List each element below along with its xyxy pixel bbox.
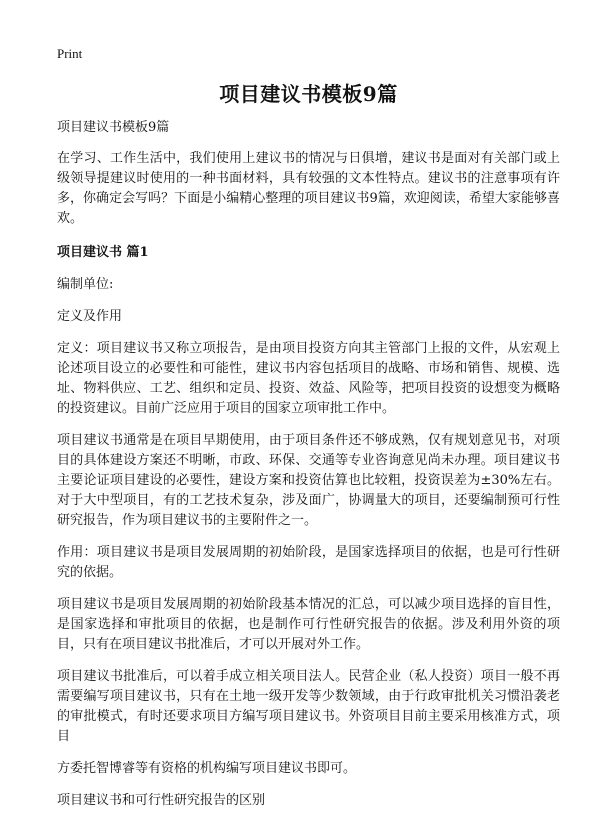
document-subtitle: 项目建议书模板9篇: [57, 120, 170, 135]
intro-paragraph: 在学习、工作生活中，我们使用上建议书的情况与日俱增，建议书是面对有关部门或上级领导提建议时使用的一种书面材料，具有较强的文本性特点。建议书的注意事项有许多，你确定会写吗？下面是小编精心整理的项目建议书9篇，欢迎阅读，希望大家能够喜欢。: [57, 151, 560, 226]
section-heading: 项目建议书 篇1: [57, 245, 149, 260]
agency-paragraph: 方委托智博睿等有资格的机构编写项目建议书即可。: [57, 761, 357, 776]
early-stage-paragraph: 项目建议书通常是在项目早期使用，由于项目条件还不够成熟，仅有规划意见书，对项目的具体建设方案还不明晰，市政、环保、交通等专业咨询意见尚未办理。项目建议书主要论证项目建设的必要性，建设方案和投资估算也比较粗，投资误差为±30%左右。对于大中型项目，有的工艺技术复杂，涉及面广，协调量大的项目，还要编制预可行性研究报告，作为项目建议书的主要附件之一。: [57, 433, 560, 528]
definition-heading: 定义及作用: [57, 309, 123, 324]
page-title: 项目建议书模板9篇: [219, 82, 398, 106]
difference-heading: 项目建议书和可行性研究报告的区别: [57, 793, 266, 808]
print-link[interactable]: Print: [57, 46, 83, 61]
definition-paragraph: 定义：项目建议书又称立项报告，是由项目投资方向其主管部门上报的文件，从宏观上论述项目设立的必要性和可能性，建议书内容包括项目的战略、市场和销售、规模、选址、物料供应、工艺、组织和定员、投资、效益、风险等，把项目投资的设想变为概略的投资建议。目前广泛应用于项目的国家立项审批工作中。: [57, 341, 560, 416]
function-paragraph: 作用：项目建议书是项目发展周期的初始阶段，是国家选择项目的依据，也是可行性研究的依据。: [57, 545, 560, 580]
document-body: [57, 118, 560, 823]
unit-line: 编制单位:: [57, 277, 114, 292]
summary-paragraph: 项目建议书是项目发展周期的初始阶段基本情况的汇总，可以减少项目选择的盲目性，是国家选择和审批项目的依据，也是制作可行性研究报告的依据。涉及利用外资的项目，只有在项目建议书批准后，才可以开展对外工作。: [57, 597, 560, 652]
approval-paragraph: 项目建议书批准后，可以着手成立相关项目法人。民营企业（私人投资）项目一般不再需要编写项目建议书，只有在土地一级开发等少数领域，由于行政审批机关习惯沿袭老的审批模式，有时还要求项目方编写项目建议书。外资项目目前主要采用核准方式，项目: [57, 669, 560, 744]
